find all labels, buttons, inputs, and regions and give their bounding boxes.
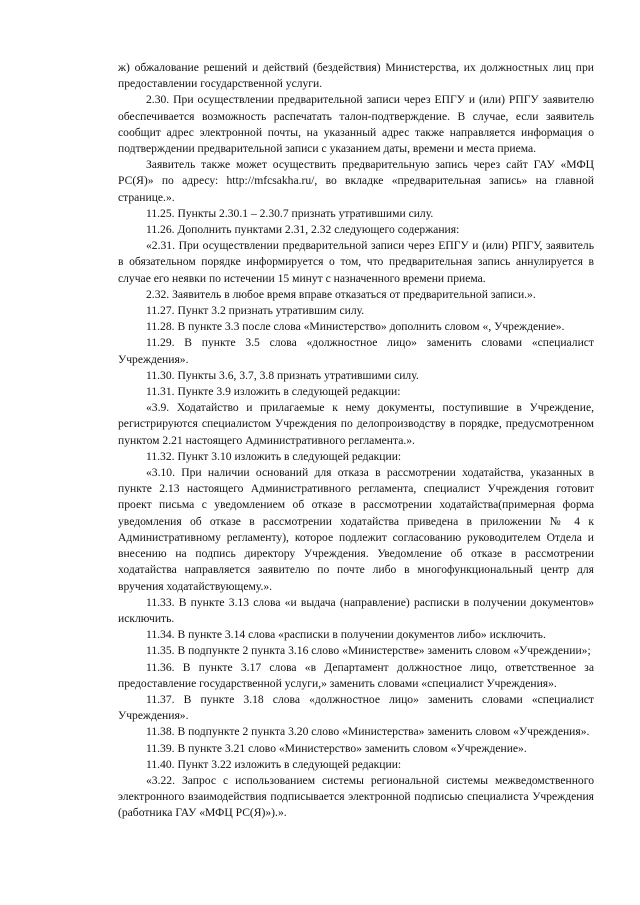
document-page bbox=[118, 60, 594, 822]
paragraph-11-28: 11.28. В пункте 3.3 после слова «Министерство» дополнить словом «, Учреждение». bbox=[146, 320, 565, 334]
paragraph-11-32: 11.32. Пункт 3.10 изложить в следующей редакции: bbox=[146, 449, 402, 463]
paragraph-3-9: «3.9. Ходатайство и прилагаемые к нему документы, поступившие в Учреждение, регистрируются специалистом Учреждения по делопроизводству в порядке, предусмотренном пунктом 2.21 настоящего Административного регламента.». bbox=[118, 401, 594, 447]
paragraph-mfc-booking: Заявитель также может осуществить предварительную запись через сайт ГАУ «МФЦ РС(Я)» по адресу: http://mfcsakha.ru/, во вкладке «предварительная запись» на главной странице.». bbox=[118, 158, 594, 204]
paragraph-11-34: 11.34. В пункте 3.14 слова «расписки в получении документов либо» исключить. bbox=[146, 628, 546, 642]
paragraph-11-31: 11.31. Пункте 3.9 изложить в следующей редакции: bbox=[146, 385, 401, 399]
paragraph-3-10: «3.10. При наличии оснований для отказа в рассмотрении ходатайства, указанных в пункте 2.13 настоящего Административного регламента, специалист Учреждения готовит проект письма с уведомлением об отказе в рассмотрении ходатайства(примерная форма уведомления об отказе в рассмотрении ходатайства приведена в приложении № 4 к Административному регламенту), которое подлежит согласованию руководителем Отдела и внесению на подпись директору Учреждения. Уведомление об отказе в рассмотрении ходатайства направляется заявителю по почте либо в многофункциональный центр для вручения ходатайствующему.». bbox=[118, 466, 594, 593]
paragraph-zh: ж) обжалование решений и действий (бездействия) Министерства, их должностных лиц при предоставлении государственной услуги. bbox=[118, 61, 594, 91]
paragraph-2-31: «2.31. При осуществлении предварительной записи через ЕПГУ и (или) РПГУ, заявитель в обязательном порядке информируется о том, что предварительная запись аннулируется в случае его неявки по истечении 15 минут с назначенного времени приема. bbox=[118, 239, 594, 285]
paragraph-11-37: 11.37. В пункте 3.18 слова «должностное лицо» заменить словами «специалист Учреждения». bbox=[118, 692, 594, 723]
paragraph-11-35: 11.35. В подпункте 2 пункта 3.16 слово «Министерстве» заменить словом «Учреждении»; bbox=[146, 644, 591, 658]
paragraph-2-30: 2.30. При осуществлении предварительной записи через ЕПГУ и (или) РПГУ заявителю обеспечивается возможность распечатать талон-подтверждение. В случае, если заявитель сообщит адрес электронной почты, на указанный адрес также направляется информация о подтверждении предварительной записи с указанием даты, времени и места приема. bbox=[118, 93, 594, 156]
paragraph-11-33: 11.33. В пункте 3.13 слова «и выдача (направление) расписки в получении документов» исключить. bbox=[118, 595, 594, 625]
paragraph-11-40: 11.40. Пункт 3.22 изложить в следующей редакции: bbox=[146, 757, 402, 771]
paragraph-11-36: 11.36. В пункте 3.17 слова «в Департамент должностное лицо, ответственное за предоставление государственной услуги,» заменить словами «специалист Учреждения». bbox=[118, 660, 594, 690]
paragraph-11-39: 11.39. В пункте 3.21 слово «Министерство» заменить словом «Учреждение». bbox=[146, 741, 527, 755]
paragraph-11-30: 11.30. Пункты 3.6, 3.7, 3.8 признать утратившими силу. bbox=[146, 368, 419, 382]
paragraph-11-25: 11.25. Пункты 2.30.1 – 2.30.7 признать утратившими силу. bbox=[146, 206, 434, 220]
paragraph-11-26: 11.26. Дополнить пунктами 2.31, 2.32 следующего содержания: bbox=[146, 223, 460, 237]
paragraph-11-29: 11.29. В пункте 3.5 слова «должностное лицо» заменить словами «специалист Учреждения». bbox=[118, 336, 594, 366]
paragraph-3-22: «3.22. Запрос с использованием системы региональной системы межведомственного электронного взаимодействия подписывается электронной подписью специалиста Учреждения (работника ГАУ «МФЦ РС(Я)»).». bbox=[118, 773, 594, 820]
paragraph-11-27: 11.27. Пункт 3.2 признать утратившим силу. bbox=[146, 304, 365, 318]
paragraph-11-38: 11.38. В подпункте 2 пункта 3.20 слово «Министерства» заменить словом «Учреждения». bbox=[146, 725, 590, 739]
paragraph-2-32: 2.32. Заявитель в любое время вправе отказаться от предварительной записи.». bbox=[146, 287, 536, 301]
